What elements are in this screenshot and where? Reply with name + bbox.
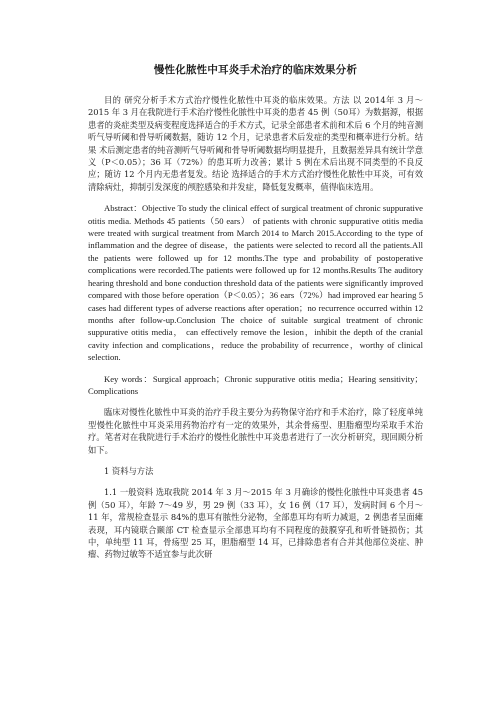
- english-keywords: Key words：Surgical approach；Chronic suppurative otitis media；Hearing sensitivity；Complications: [88, 373, 423, 396]
- document-page: [88, 62, 423, 561]
- introduction-paragraph: 臨床对慢性化脓性中耳炎的治疗手段主要分为药物保守治疗和手术治疗，除了轻度单纯型慢性化脓性中耳炎采用药物治疗有一定的效果外，其余骨疡型、胆脂瘤型均采取手术治疗。笔者对在我院进行手术治疗的慢性化脓性中耳炎患者进行了一次分析研究，现回顾分析如下。: [88, 407, 423, 455]
- english-abstract: Abstract：Objective To study the clinical effect of surgical treatment of chronic suppurative otitis media. Methods 45 patients（50 ears） of patients with chronic suppurative otitis media were treated with surgical treatment from March 2014 to March 2015.According to the type of inflammation and the degree of disease，the patients were selected to record all the patients.All the patients were followed up for 12 months.The type and probability of postoperative complications were recorded.The patients were followed up for 12 months.Results The auditory hearing threshold and bone conduction threshold data of the patients were significantly improved compared with those before operation（P＜0.05）；36 ears（72%）had improved ear hearing 5 cases had different types of adverse reactions after operation；no recurrence occurred within 12 months after follow-up.Conclusion The choice of suitable surgical treatment of chronic suppurative otitis media， can effectively remove the lesion，inhibit the depth of the cranial cavity infection and complications，reduce the probability of recurrence，worthy of clinical selection.: [88, 203, 423, 363]
- section-heading: 1 资料与方法: [104, 465, 154, 476]
- methods-paragraph: 1.1 一般资料 选取我院 2014 年 3 月～2015 年 3 月确诊的慢性化脓性中耳炎患者 45 例（50 耳），年龄 7～49 岁，男 29 例（33 耳），女 16 例（17 耳），发病时间 6 个月～11 年，常规检查显示 84%的患耳有脓性分泌物，全部患耳均有听力减退，2 例患者呈面瘫表现，耳内镜联合颞部 CT 检查显示全部患耳均有不同程度的鼓膜穿孔和听骨链损伤；其中，单纯型 11 耳，骨疡型 25 耳，胆脂瘤型 14 耳，已排除患者有合并其他部位炎症、肿瘤、药物过敏等不适宜参与此次研: [88, 487, 423, 560]
- document-title: 慢性化脓性中耳炎手术治疗的临床效果分析: [153, 64, 358, 76]
- chinese-abstract: 目的 研究分析手术方式治疗慢性化脓性中耳炎的临床效果。方法 以 2014年 3 月～2015 年 3 月在我院进行手术治疗慢性化脓性中耳炎的患者 45 例（50耳）为数据源，根据患者的炎症类型及病变程度选择适合的手术方式，记录全部患者术前和术后 6 个月的纯音测听气导听阈和骨导听阈数据，随访 12 个月，记录患者术后发症的类型和概率进行分析。结果 术后测定患者的纯音测听气导听阈和骨导听阈数据均明显提升，且数据差异具有统计学意义（P＜0.05）；36 耳（72%）的患耳听力改善；累计 5 例在术后出现不同类型的不良反应；随访 12 个月内无患者复发。结论 选择适合的手术方式治疗慢性化脓性中耳炎，可有效清除病灶，抑制引发深度的颅腔感染和并发症，降低复发概率，值得临床选用。: [88, 95, 423, 192]
